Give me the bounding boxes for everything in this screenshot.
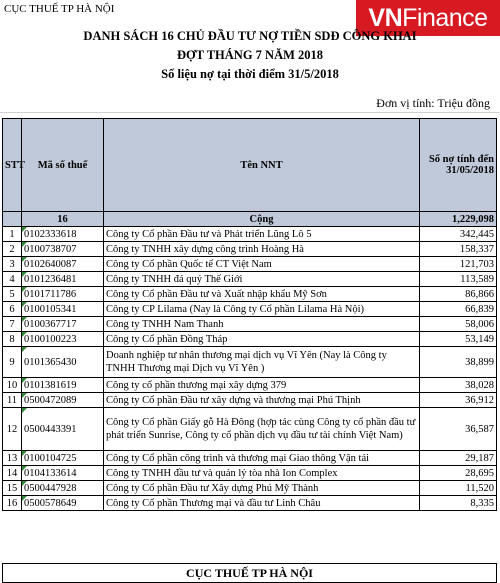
row-tax-code-text: 0100104725 [24,452,77,464]
document-period: ĐỢT THÁNG 7 NĂM 2018 [176,48,324,62]
table-row [3,393,497,408]
row-stt: 2 [3,242,22,257]
row-tax-code [22,496,104,511]
table-row [3,287,497,302]
table-row [3,481,497,496]
row-name: Công ty CP Lilama (Nay là Công ty Cổ phần Lilama Hà Nội) [104,302,420,317]
table-row [3,378,497,393]
row-tax-code-text: 0100367717 [24,318,77,330]
row-tax-code-text: 0102333618 [24,228,77,240]
table-row [3,272,497,287]
row-tax-code [22,242,104,257]
document-date-note: Số liệu nợ tại thời điểm 31/5/2018 [161,67,339,81]
cell-marker-icon [22,378,27,383]
row-stt: 6 [3,302,22,317]
row-name: Công ty Cổ phần Quốc tế CT Việt Nam [104,257,420,272]
row-debt: 113,589 [420,272,497,287]
cell-marker-icon [22,272,27,277]
cell-marker-icon [22,317,27,322]
cell-marker-icon [22,302,27,307]
table-row [3,227,497,242]
row-name: Công ty Cổ phần Đồng Tháp [104,332,420,347]
total-value: 1,229,098 [420,212,497,227]
row-debt: 28,695 [420,466,497,481]
row-name: Công ty Cổ phần Đầu tư xây dựng và thương mại Phú Thịnh [104,393,420,408]
table-row [3,302,497,317]
table-row [3,317,497,332]
row-tax-code [22,347,104,378]
cell-marker-icon [22,347,27,352]
row-tax-code-text: 0500472089 [24,394,77,406]
cell-marker-icon [22,227,27,232]
row-debt: 38,899 [420,347,497,378]
row-name: Doanh nghiệp tư nhân thương mại dịch vụ Vĩ Yên (Nay là Công ty TNHH Thương mại Dịch vụ Vĩ Yên ) [104,347,420,378]
row-tax-code-text: 0500443391 [24,423,77,435]
row-name: Công ty Cổ phần công trình và thương mại Giao thông Vận tải [104,451,420,466]
row-tax-code-text: 0101381619 [24,379,77,391]
cell-marker-icon [22,257,27,262]
row-stt: 7 [3,317,22,332]
row-tax-code [22,227,104,242]
row-tax-code-text: 0500578649 [24,497,77,509]
row-tax-code [22,393,104,408]
row-name: Công ty TNHH xây dựng công trình Hoàng Hà [104,242,420,257]
row-tax-code [22,481,104,496]
table-row [3,451,497,466]
agency-name-top: CỤC THUẾ TP HÀ NỘI [4,3,115,15]
row-debt: 11,520 [420,481,497,496]
row-name: Công ty TNHH đầu tư và quản lý tòa nhà Ion Complex [104,466,420,481]
cell-marker-icon [22,466,27,471]
row-stt: 16 [3,496,22,511]
total-count: 16 [22,212,104,227]
table-row [3,347,497,378]
header-debt: Số nợ tính đến 31/05/2018 [420,119,497,212]
row-debt: 8,335 [420,496,497,511]
unit-note: Đơn vị tính: Triệu đồng [376,96,490,110]
row-name: Công ty Cổ phần Đầu tư Xây dựng Phú Mỹ Thành [104,481,420,496]
cell-marker-icon [22,287,27,292]
row-tax-code [22,451,104,466]
cell-marker-icon [22,496,27,501]
row-tax-code [22,408,104,451]
row-name: Công ty TNHH Nam Thanh [104,317,420,332]
row-stt: 14 [3,466,22,481]
cell-marker-icon [22,481,27,486]
cell-marker-icon [22,393,27,398]
row-tax-code-text: 0101711786 [24,288,77,300]
row-stt: 5 [3,287,22,302]
table-row [3,332,497,347]
row-debt: 342,445 [420,227,497,242]
row-stt: 10 [3,378,22,393]
row-stt: 15 [3,481,22,496]
row-debt: 121,703 [420,257,497,272]
footer-agency: CỤC THUẾ TP HÀ NỘI [2,563,497,583]
row-name: Công ty Cổ phần Đầu tư và Phát triển Lũng Lô 5 [104,227,420,242]
row-tax-code-text: 0101236481 [24,273,77,285]
row-name: Công ty cổ phần thương mại xây dựng 379 [104,378,420,393]
row-stt: 1 [3,227,22,242]
row-debt: 158,337 [420,242,497,257]
row-name: Công ty Cổ phần Giấy gỗ Hà Đông (hợp tác cùng Công ty cổ phần đầu tư phát triển Sunrise, Công ty cổ phần dịch vụ đầu tư tài chính Việt Nam) [104,408,420,451]
row-debt: 66,839 [420,302,497,317]
cell-marker-icon [22,408,27,413]
row-stt: 3 [3,257,22,272]
table-row [3,408,497,451]
cell-marker-icon [22,332,27,337]
table-header-row [3,119,497,212]
row-name: Công ty Cổ phần Đầu tư và Xuất nhập khẩu Mỹ Sơn [104,287,420,302]
row-debt: 36,912 [420,393,497,408]
table-row [3,466,497,481]
row-tax-code-text: 0100105341 [24,303,77,315]
table-row [3,496,497,511]
row-stt: 12 [3,408,22,451]
total-label: Cộng [104,212,420,227]
row-debt: 58,006 [420,317,497,332]
logo-finance-text: Finance [402,3,488,32]
row-tax-code [22,272,104,287]
logo-vn-text: VN [368,3,403,32]
document-title: DANH SÁCH 16 CHỦ ĐẦU TƯ NỢ TIỀN SDĐ CÔNG KHAI [83,29,417,43]
row-stt: 13 [3,451,22,466]
row-tax-code-text: 0104133614 [24,467,77,479]
table-row [3,242,497,257]
header-stt: STT [3,119,22,212]
row-stt: 8 [3,332,22,347]
table-row [3,257,497,272]
row-tax-code [22,378,104,393]
row-tax-code-text: 0500447928 [24,482,77,494]
row-tax-code [22,466,104,481]
row-tax-code-text: 0101365430 [24,356,77,368]
row-debt: 86,866 [420,287,497,302]
row-stt: 11 [3,393,22,408]
row-tax-code-text: 0100738707 [24,243,77,255]
row-name: Công ty Cổ phần Thương mại và đầu tư Linh Châu [104,496,420,511]
row-tax-code [22,302,104,317]
row-debt: 38,028 [420,378,497,393]
cell-marker-icon [22,451,27,456]
row-debt: 53,149 [420,332,497,347]
row-stt: 9 [3,347,22,378]
row-tax-code-text: 0102640087 [24,258,77,270]
row-tax-code [22,317,104,332]
header-tax-code: Mã số thuế [22,119,104,212]
row-name: Công ty TNHH đá quý Thế Giới [104,272,420,287]
row-debt: 29,187 [420,451,497,466]
row-tax-code [22,332,104,347]
row-tax-code-text: 0100100223 [24,333,77,345]
debtors-table [2,118,497,511]
row-tax-code [22,287,104,302]
cell-marker-icon [22,242,27,247]
header-name: Tên NNT [104,119,420,212]
row-debt: 36,587 [420,408,497,451]
row-stt: 4 [3,272,22,287]
row-tax-code [22,257,104,272]
total-row [3,212,497,227]
document-titles [0,27,500,84]
